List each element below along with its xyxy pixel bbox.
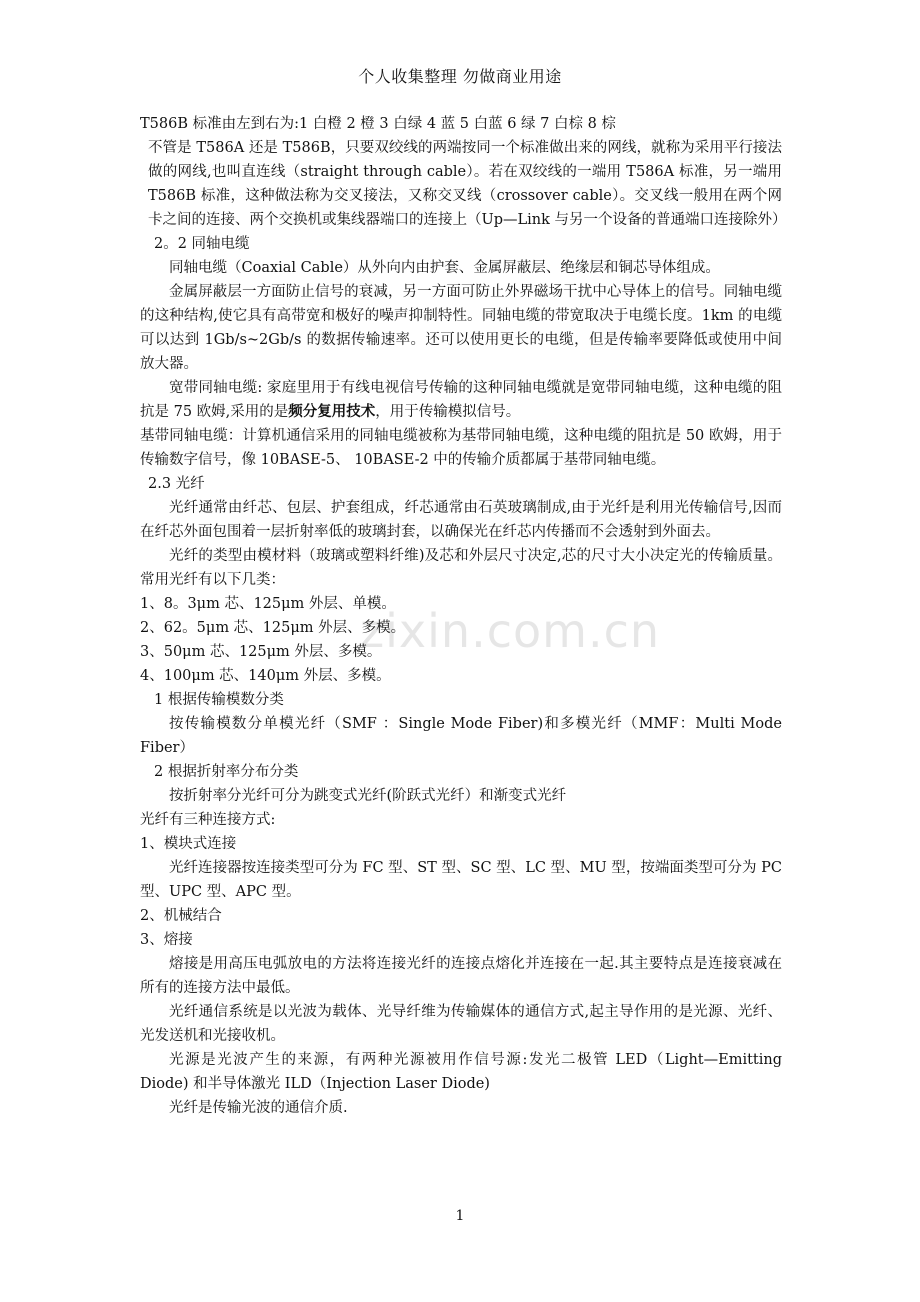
method-fusion: 3、熔接 xyxy=(140,932,193,948)
paragraph-fiber-types: 光纤的类型由模材料（玻璃或塑料纤维)及芯和外层尺寸决定,芯的尺寸大小决定光的传输质量。常用光纤有以下几类： xyxy=(140,548,782,588)
paragraph-t586b: T586B 标准由左到右为:1 白橙 2 橙 3 白绿 4 蓝 5 白蓝 6 绿 7 白棕 8 棕 xyxy=(140,116,616,132)
broadband-text-b: ，用于传输模拟信号。 xyxy=(375,404,521,420)
page-header: 个人收集整理 勿做商业用途 xyxy=(358,67,562,86)
paragraph-connectors: 光纤连接器按连接类型可分为 FC 型、ST 型、SC 型、LC 型、MU 型，按端面类型可分为 PC 型、UPC 型、APC 型。 xyxy=(140,860,782,900)
list-item: 2、62。5μm 芯、125μm 外层、多模。 xyxy=(140,620,406,636)
paragraph-coaxial-intro: 同轴电缆（Coaxial Cable）从外向内由护套、金属屏蔽层、绝缘层和铜芯导体组成。 xyxy=(169,260,720,276)
paragraph-fusion: 熔接是用高压电弧放电的方法将连接光纤的连接点熔化并连接在一起.其主要特点是连接衰减在所有的连接方法中最低。 xyxy=(140,956,782,996)
paragraph-shield: 金属屏蔽层一方面防止信号的衰减，另一方面可防止外界磁场干扰中心导体上的信号。同轴电缆的这种结构,使它具有高带宽和极好的噪声抑制特性。同轴电缆的带宽取决于电缆长度。1km 的电缆可以达到 1Gb/s~2Gb/s 的数据传输速率。还可以使用更长的电缆，但是传输率要降低或使用中间放大器。 xyxy=(140,284,782,372)
broadband-text-a: 宽带同轴电缆: 家庭里用于有线电视信号传输的这种同轴电缆就是宽带同轴电缆，这种电缆的阻抗是 75 欧姆,采用的是 xyxy=(140,380,782,420)
paragraph-system: 光纤通信系统是以光波为载体、光导纤维为传输媒体的通信方式,起主导作用的是光源、光纤、光发送机和光接收机。 xyxy=(140,1004,782,1044)
paragraph-broadband xyxy=(140,376,782,424)
list-item: 1、8。3μm 芯、125μm 外层、单模。 xyxy=(140,596,396,612)
page-number: 1 xyxy=(455,1208,465,1224)
paragraph-index: 按折射率分光纤可分为跳变式光纤(阶跃式光纤）和渐变式光纤 xyxy=(169,788,567,804)
paragraph-medium: 光纤是传输光波的通信介质. xyxy=(169,1100,348,1116)
paragraph-light-source: 光源是光波产生的来源，有两种光源被用作信号源:发光二极管 LED（Light—Emitting Diode) 和半导体激光 ILD（Injection Laser Diode) xyxy=(140,1052,782,1092)
watermark: zixin.com.cn xyxy=(360,604,661,658)
paragraph-fiber-intro: 光纤通常由纤芯、包层、护套组成，纤芯通常由石英玻璃制成,由于光纤是利用光传输信号,因而在纤芯外面包围着一层折射率低的玻璃封套，以确保光在纤芯内传播而不会透射到外面去。 xyxy=(140,500,782,540)
paragraph-crossover: 不管是 T586A 还是 T586B，只要双绞线的两端按同一个标准做出来的网线，就称为采用平行接法做的网线,也叫直连线（straight through cable）。若在双绞线的一端用 T586A 标准，另一端用 T586B 标准，这种做法称为交叉接法，又称交叉线（crossover cable）。交叉线一般用在两个网卡之间的连接、两个交换机或集线器端口的连接上（Up—Link 与另一个设备的普通端口连接除外） xyxy=(148,140,787,228)
document-body xyxy=(140,112,787,1120)
paragraph-mode: 按传输模数分单模光纤（SMF ：Single Mode Fiber)和多模光纤（MMF：Multi Mode Fiber） xyxy=(140,716,782,756)
paragraph-connection-methods: 光纤有三种连接方式: xyxy=(140,812,276,828)
method-modular: 1、模块式连接 xyxy=(140,836,237,852)
heading-index-class: 2 根据折射率分布分类 xyxy=(154,764,299,780)
list-item: 4、100μm 芯、140μm 外层、多模。 xyxy=(140,668,391,684)
heading-coaxial: 2。2 同轴电缆 xyxy=(154,236,250,252)
paragraph-baseband: 基带同轴电缆：计算机通信采用的同轴电缆被称为基带同轴电缆，这种电缆的阻抗是 50 欧姆，用于传输数字信号，像 10BASE-5、 10BASE-2 中的传输介质都属于基带同轴电缆。 xyxy=(140,428,782,468)
broadband-bold-term: 频分复用技术 xyxy=(288,404,376,420)
heading-fiber: 2.3 光纤 xyxy=(148,476,205,492)
method-mechanical: 2、机械结合 xyxy=(140,908,222,924)
list-item: 3、50μm 芯、125μm 外层、多模。 xyxy=(140,644,382,660)
heading-mode-class: 1 根据传输模数分类 xyxy=(154,692,284,708)
